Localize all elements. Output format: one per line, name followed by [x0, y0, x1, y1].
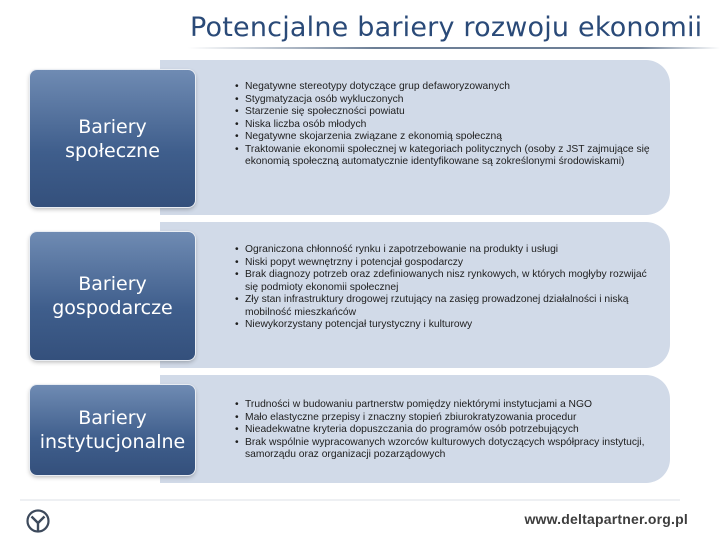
bullet-item: • Brak diagnozy potrzeb oraz zdefiniowanych nisz rynkowych, w których mogłyby rozwijać się podmioty ekonomii społecznej	[235, 269, 662, 294]
section-institutional	[0, 375, 720, 483]
section-label-box	[30, 232, 195, 360]
page-title: Potencjalne bariery rozwoju ekonomii	[190, 12, 703, 43]
bullet-item: • Zły stan infrastruktury drogowej rzutujący na zasięg prowadzonej działalności i niską mobilność mieszkańców	[235, 294, 662, 319]
deltapartner-logo-icon	[26, 509, 50, 533]
bullet-item: • Stygmatyzacja osób wykluczonych	[235, 94, 662, 107]
bullet-item: • Traktowanie ekonomii społecznej w kategoriach politycznych (osoby z JST zajmujące się ekonomią społeczną automatycznie identyfikowane są zokreślonymi środowiskami)	[235, 144, 662, 169]
title-divider	[188, 47, 720, 49]
bullet-item: • Negatywne stereotypy dotyczące grup defaworyzowanych	[235, 81, 662, 94]
section-label: Bariery instytucjonalne	[39, 407, 186, 453]
section-social	[0, 60, 720, 215]
footer-url[interactable]: www.deltapartner.org.pl	[524, 511, 688, 527]
bullet-list	[235, 399, 662, 462]
section-label-box	[30, 385, 195, 475]
bullet-list	[235, 244, 662, 332]
bullet-item: • Niska liczba osób młodych	[235, 119, 662, 132]
bullet-item: • Niewykorzystany potencjał turystyczny i kulturowy	[235, 319, 662, 332]
bullet-item: • Ograniczona chłonność rynku i zapotrzebowanie na produkty i usługi	[235, 244, 662, 257]
section-label-box	[30, 70, 195, 207]
footer-divider	[20, 499, 680, 501]
bullet-item: • Niski popyt wewnętrzny i potencjał gospodarczy	[235, 257, 662, 270]
bullet-item: • Mało elastyczne przepisy i znaczny stopień zbiurokratyzowania procedur	[235, 412, 662, 425]
bullet-item: • Brak wspólnie wypracowanych wzorców kulturowych dotyczących współpracy instytucji, samorządu oraz organizacji pozarządowych	[235, 437, 662, 462]
section-economic	[0, 222, 720, 368]
bullet-list	[235, 81, 662, 169]
bullet-item: • Nieadekwatne kryteria dopuszczania do programów osób potrzebujących	[235, 424, 662, 437]
bullet-item: • Negatywne skojarzenia związane z ekonomią społeczną	[235, 131, 662, 144]
bullet-item: • Trudności w budowaniu partnerstw pomiędzy niektórymi instytucjami a NGO	[235, 399, 662, 412]
section-label: Bariery gospodarcze	[52, 273, 173, 319]
bullet-item: • Starzenie się społeczności powiatu	[235, 106, 662, 119]
section-label: Bariery społeczne	[65, 115, 160, 162]
